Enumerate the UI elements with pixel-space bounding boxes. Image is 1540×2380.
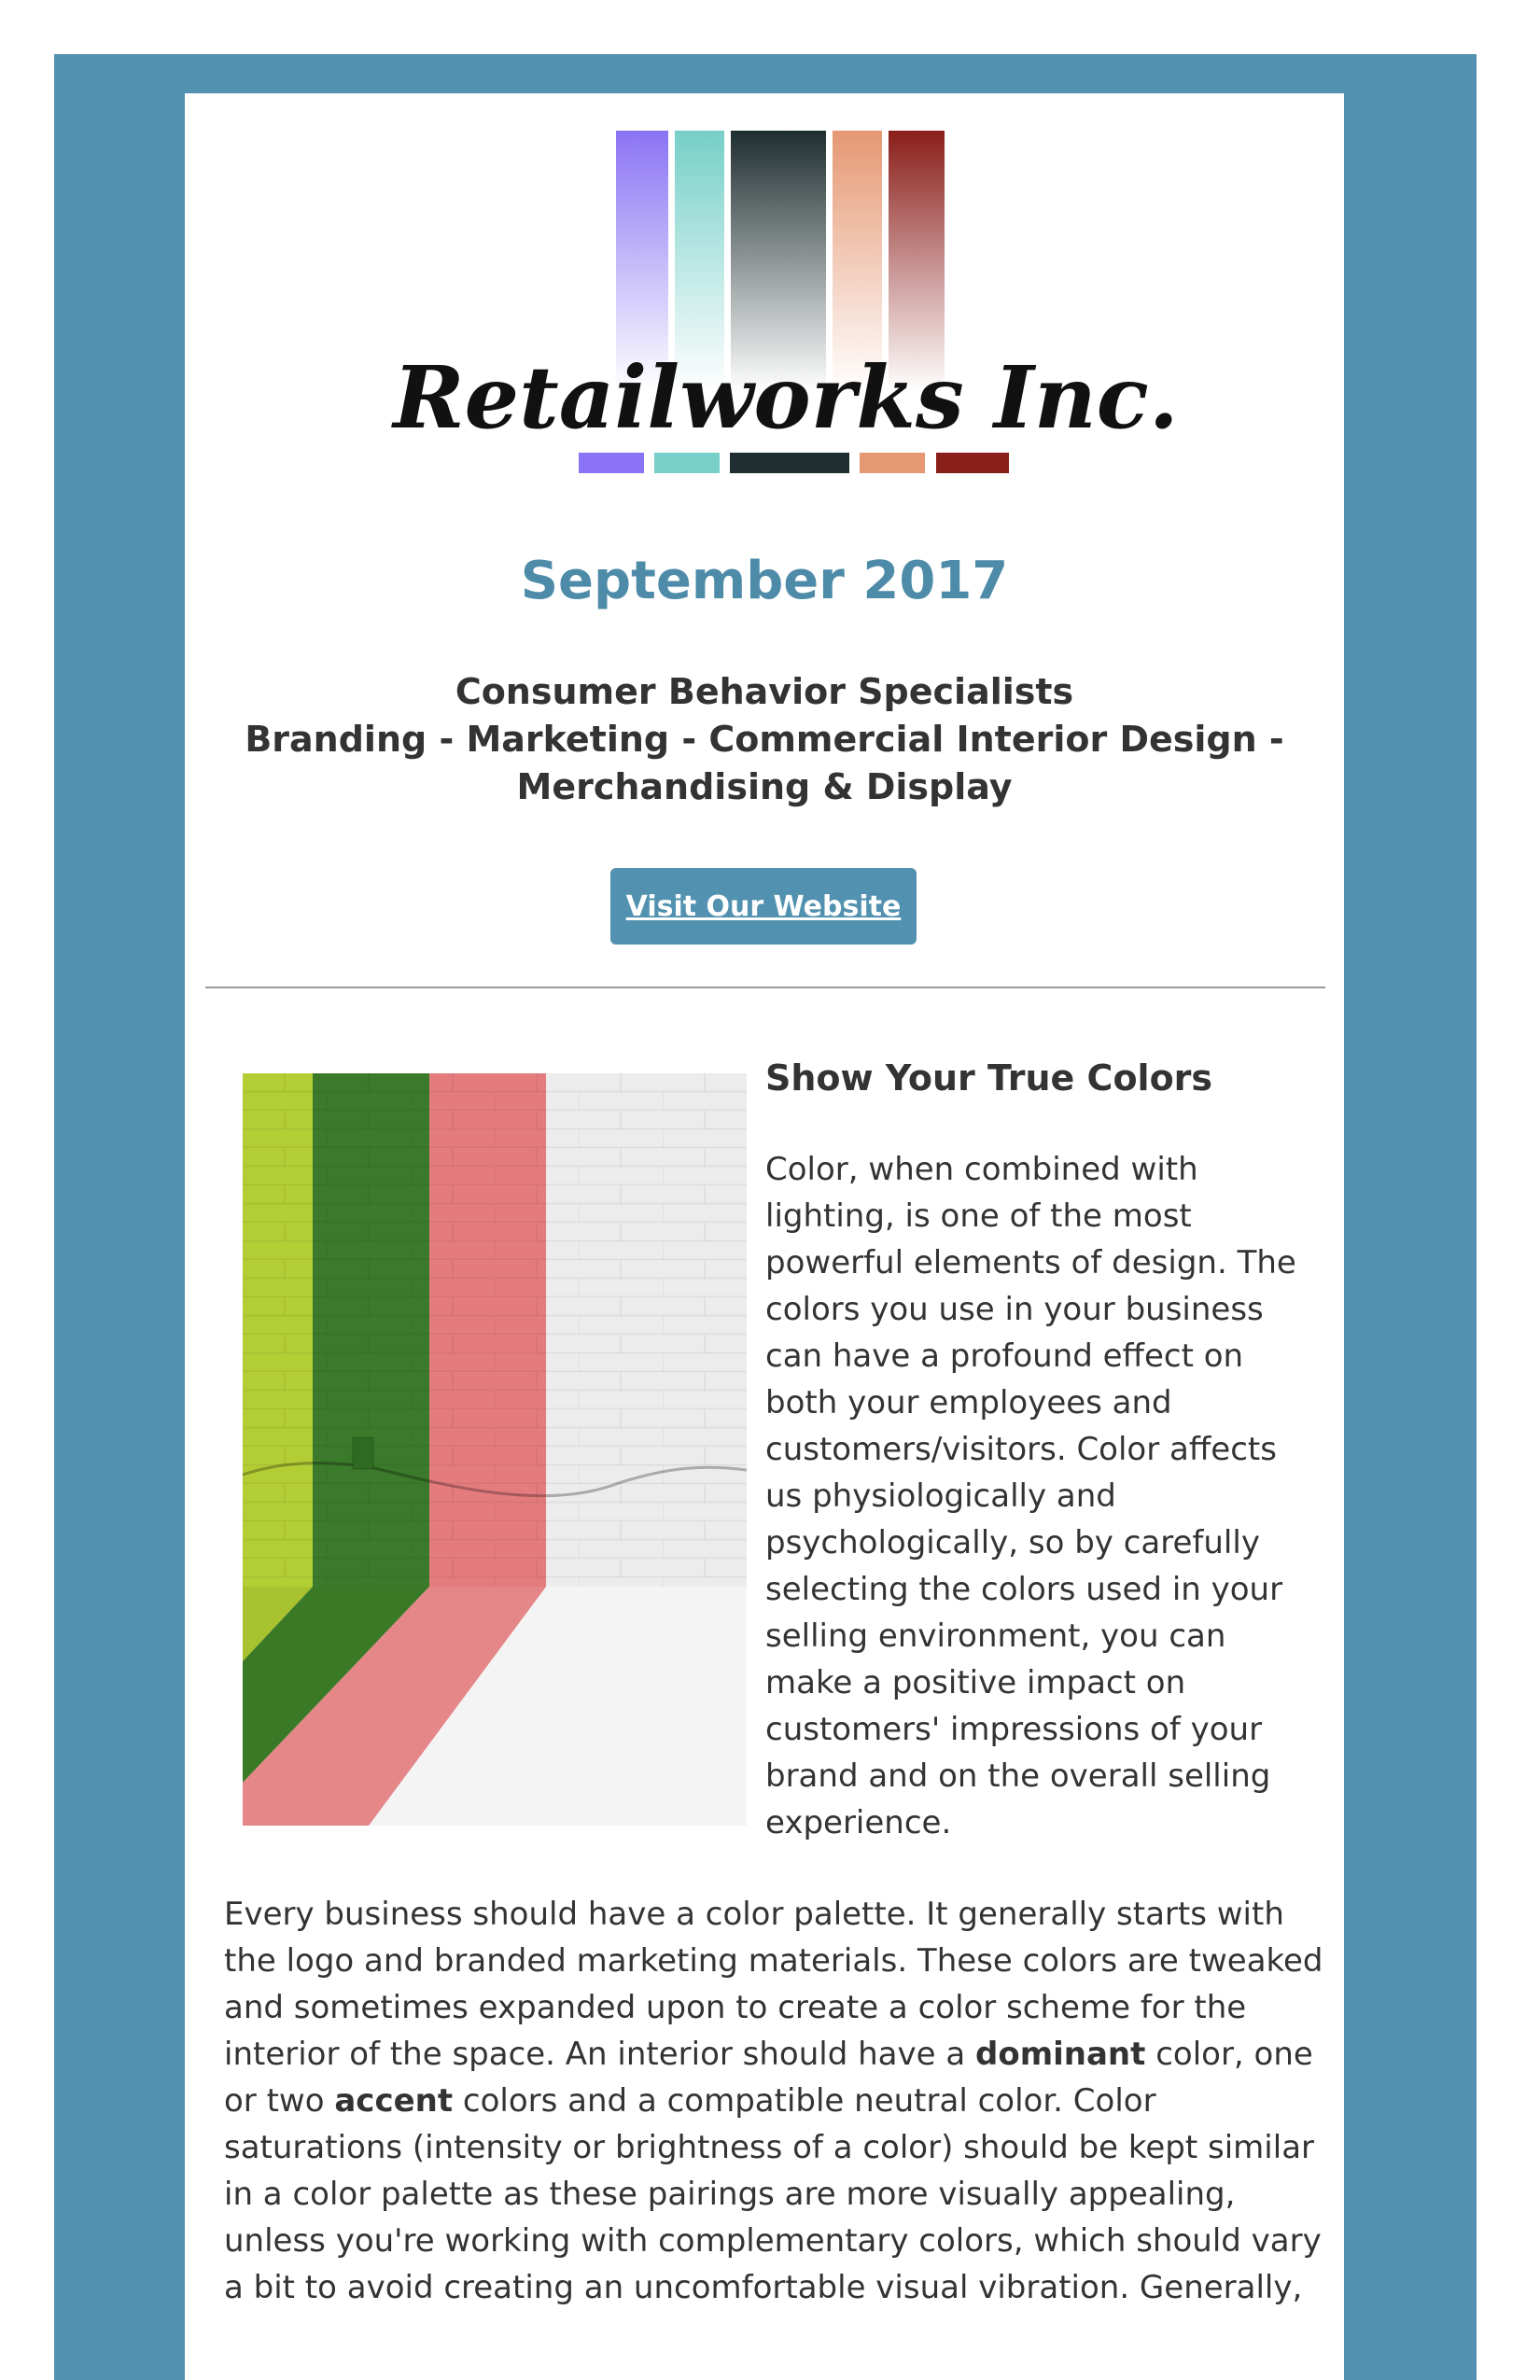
tagline-line-3: Merchandising & Display [516,766,1013,807]
tagline-line-2: Branding - Marketing - Commercial Interior Design - [245,719,1284,760]
body-text-part-2: color, one or two [224,2036,1313,2120]
tagline-line-1: Consumer Behavior Specialists [455,671,1074,712]
article-lead-paragraph: Color, when combined with lighting, is one of the most powerful elements of design. The colors you use in your business can have a profound effect on both your employees and customers/visitors. Color affects us physiologically and psychologically, so by carefully selecting the colors used in your selling environment, you can make a positive impact on customers' impressions of your brand and on the overall selling experience. [765,1151,1296,1841]
section-divider [205,987,1325,988]
company-tagline [222,668,1307,811]
retailworks-logo [393,131,1179,485]
newsletter-card [185,93,1344,2380]
logo-wordmark: Retailworks Inc. [393,347,1179,448]
issue-month: September 2017 [520,551,1009,611]
body-bold-accent: accent [334,2082,454,2120]
body-text-part-3: colors and a compatible neutral color. Color saturations (intensity or brightness of a color) should be kept similar in a color palette as these pairings are more visually appealing, unless you're working with complementary colors, which should vary a bit to avoid creating an uncomfortable visual vibration. Generally, [224,2082,1322,2306]
visit-website-button[interactable]: Visit Our Website [610,868,917,945]
body-text-part-1: Every business should have a color palette. It generally starts with the logo and branded marketing materials. These colors are tweaked and sometimes expanded upon to create a color scheme for the interior of the space. An interior should have a [224,1896,1323,2073]
body-bold-dominant: dominant [975,2036,1146,2073]
article-body-paragraph [224,1891,1325,2311]
article-title: Show Your True Colors [765,1057,1213,1099]
painted-stripes-wall-photo [243,1073,747,1826]
